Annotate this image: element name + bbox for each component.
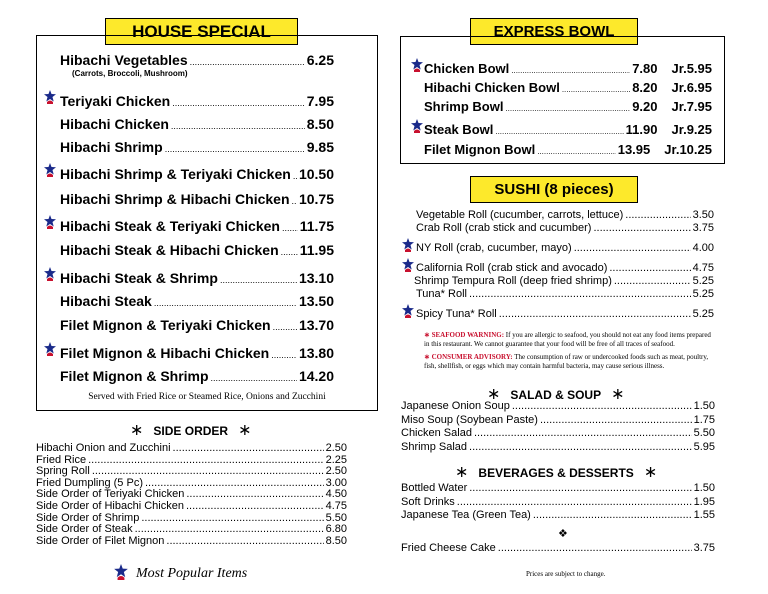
item-price: 1.55 bbox=[693, 509, 715, 521]
item-name: Crab Roll (crab stick and cucumber) bbox=[416, 222, 592, 234]
popular-star-icon bbox=[114, 564, 128, 580]
menu-item bbox=[416, 308, 714, 320]
item-name: Japanese Onion Soup bbox=[401, 400, 510, 412]
leader-dots bbox=[135, 523, 324, 535]
leader-dots bbox=[172, 98, 305, 108]
popular-star-icon bbox=[44, 267, 56, 281]
house-special-title: HOUSE SPECIAL bbox=[132, 22, 271, 41]
leader-dots bbox=[186, 488, 323, 500]
item-name: Hibachi Steak & Teriyaki Chicken bbox=[60, 218, 280, 234]
item-price: 3.00 bbox=[325, 476, 347, 489]
item-price: 14.20 bbox=[298, 368, 334, 384]
leader-dots bbox=[614, 275, 691, 287]
menu-item bbox=[36, 523, 347, 535]
item-name: Filet Mignon & Teriyaki Chicken bbox=[60, 317, 271, 333]
menu-item bbox=[424, 142, 712, 157]
menu-item bbox=[60, 270, 334, 286]
leader-dots bbox=[141, 512, 323, 524]
popular-star-icon bbox=[402, 238, 414, 252]
leader-dots bbox=[293, 171, 297, 181]
popular-star-icon bbox=[44, 163, 56, 177]
item-price: 9.20 bbox=[632, 99, 658, 114]
leader-dots bbox=[211, 373, 297, 383]
leader-dots bbox=[154, 298, 297, 308]
menu-item bbox=[60, 293, 334, 309]
item-name: Japanese Tea (Green Tea) bbox=[401, 509, 531, 521]
menu-item bbox=[416, 288, 714, 300]
item-price: 1.50 bbox=[693, 400, 715, 412]
menu-item bbox=[416, 222, 714, 234]
item-price: 2.50 bbox=[325, 442, 347, 454]
item-name: Spicy Tuna* Roll bbox=[416, 308, 497, 320]
item-price: 8.50 bbox=[325, 534, 347, 547]
beverages-title: ∗ BEVERAGES & DESSERTS ∗ bbox=[455, 464, 658, 481]
item-name: Side Order of Hibachi Chicken bbox=[36, 500, 184, 512]
item-name: Filet Mignon Bowl bbox=[424, 142, 536, 157]
leader-dots bbox=[499, 308, 691, 320]
item-description: (Carrots, Broccoli, Mushroom) bbox=[72, 69, 188, 78]
menu-item bbox=[401, 441, 715, 453]
menu-item bbox=[424, 122, 712, 137]
item-price: 6.80 bbox=[325, 523, 347, 536]
leader-dots bbox=[92, 465, 324, 477]
item-price: 4.75 bbox=[325, 500, 347, 512]
diamond-divider-icon: ❖ bbox=[558, 528, 568, 540]
item-price: 1.50 bbox=[693, 482, 715, 494]
item-name: Side Order of Shrimp bbox=[36, 511, 140, 524]
item-price: 13.95 bbox=[617, 142, 651, 157]
leader-dots bbox=[474, 427, 692, 439]
leader-dots bbox=[292, 196, 297, 206]
menu-item bbox=[60, 52, 334, 68]
item-name: Hibachi Shrimp & Teriyaki Chicken bbox=[60, 166, 291, 182]
popular-star-icon bbox=[44, 215, 56, 229]
item-price: 1.95 bbox=[693, 495, 715, 508]
menu-item bbox=[36, 465, 347, 477]
item-price: 5.25 bbox=[692, 288, 714, 300]
item-name: Steak Bowl bbox=[424, 122, 494, 137]
jr-price: 5.95 bbox=[686, 61, 712, 76]
menu-item bbox=[424, 61, 712, 76]
leader-dots bbox=[469, 288, 691, 300]
item-name: Hibachi Vegetables bbox=[60, 52, 188, 68]
jr-price: 9.25 bbox=[686, 122, 712, 137]
leader-dots bbox=[457, 496, 692, 508]
jr-price: 10.25 bbox=[679, 142, 712, 157]
leader-dots bbox=[505, 104, 630, 113]
leader-dots bbox=[173, 442, 324, 454]
item-price: 2.50 bbox=[325, 465, 347, 478]
menu-item bbox=[36, 477, 347, 489]
menu-item bbox=[36, 454, 347, 466]
item-name: Hibachi Chicken bbox=[60, 116, 169, 132]
menu-item bbox=[60, 116, 334, 132]
item-name: Shrimp Tempura Roll (deep fried shrimp) bbox=[414, 275, 612, 287]
menu-item bbox=[36, 488, 347, 500]
leader-dots bbox=[609, 262, 690, 274]
menu-item bbox=[36, 500, 347, 512]
leader-dots bbox=[540, 414, 692, 426]
side-order-title: ∗ SIDE ORDER ∗ bbox=[130, 422, 252, 439]
item-price: 3.50 bbox=[692, 209, 714, 221]
jr-label: Jr. bbox=[664, 142, 680, 157]
item-price: 13.80 bbox=[298, 345, 334, 361]
item-name: Hibachi Steak bbox=[60, 293, 152, 309]
popular-star-icon bbox=[411, 119, 423, 133]
item-name: Hibachi Steak & Shrimp bbox=[60, 270, 218, 286]
menu-item bbox=[401, 482, 715, 494]
leader-dots bbox=[537, 147, 616, 156]
leader-dots bbox=[495, 127, 623, 136]
item-name: Vegetable Roll (cucumber, carrots, lettuce) bbox=[416, 209, 624, 221]
item-name: Teriyaki Chicken bbox=[60, 93, 171, 109]
item-name: Soft Drinks bbox=[401, 495, 455, 508]
item-price: 11.95 bbox=[299, 242, 334, 258]
legend-text: Most Popular Items bbox=[136, 566, 248, 581]
item-name: Hibachi Chicken Bowl bbox=[424, 80, 560, 95]
leader-dots bbox=[282, 223, 298, 233]
menu-item bbox=[60, 317, 334, 333]
item-name: Tuna* Roll bbox=[416, 288, 467, 300]
menu-item bbox=[401, 496, 715, 508]
item-price: 10.50 bbox=[298, 166, 334, 182]
jr-price: 7.95 bbox=[686, 99, 712, 114]
menu-item bbox=[36, 442, 347, 454]
menu-item bbox=[60, 191, 334, 207]
item-price: 11.90 bbox=[625, 122, 658, 137]
item-name: Hibachi Onion and Zucchini bbox=[36, 442, 171, 454]
item-name: Fried Dumpling (5 Pc) bbox=[36, 476, 143, 489]
sushi-title: SUSHI (8 pieces) bbox=[494, 181, 614, 198]
item-name: Side Order of Steak bbox=[36, 523, 133, 536]
item-price: 8.50 bbox=[306, 116, 334, 132]
leader-dots bbox=[271, 350, 297, 360]
menu-item bbox=[416, 209, 714, 221]
advisory-asterisk-icon: ∗ bbox=[424, 353, 430, 361]
item-price: 7.95 bbox=[306, 93, 334, 109]
consumer-advisory: ∗ CONSUMER ADVISORY: The consumption of raw or undercooked foods such as meat, poultry, fish, shellfish, or eggs which may contain harmful bacteria, may cause serious illness. bbox=[424, 353, 709, 370]
menu-item bbox=[60, 139, 334, 155]
leader-dots bbox=[166, 535, 323, 547]
leader-dots bbox=[562, 85, 630, 94]
item-name: Filet Mignon & Hibachi Chicken bbox=[60, 345, 270, 361]
leader-dots bbox=[511, 66, 630, 75]
jr-label: Jr. bbox=[671, 99, 687, 114]
item-name: Bottled Water bbox=[401, 482, 468, 494]
item-price: 10.75 bbox=[298, 191, 334, 207]
menu-item bbox=[401, 414, 715, 426]
item-name: Spring Roll bbox=[36, 465, 90, 478]
leader-dots bbox=[625, 209, 690, 221]
item-price: 13.10 bbox=[298, 270, 334, 286]
leader-dots bbox=[190, 57, 305, 67]
item-price: 2.25 bbox=[325, 453, 347, 466]
prices-note: Prices are subject to change. bbox=[526, 570, 606, 578]
leader-dots bbox=[186, 500, 324, 512]
leader-dots bbox=[469, 482, 691, 494]
item-name: NY Roll (crab, cucumber, mayo) bbox=[416, 242, 572, 254]
item-price: 4.50 bbox=[325, 488, 347, 501]
jr-label: Jr. bbox=[671, 122, 687, 137]
leader-dots bbox=[88, 454, 323, 466]
menu-item bbox=[424, 99, 712, 114]
leader-dots bbox=[533, 509, 692, 521]
item-name: California Roll (crab stick and avocado) bbox=[416, 262, 608, 274]
leader-dots bbox=[220, 275, 297, 285]
item-price: 5.50 bbox=[693, 427, 715, 439]
menu-item bbox=[416, 262, 714, 274]
item-price: 5.25 bbox=[692, 308, 714, 320]
menu-item bbox=[36, 535, 347, 547]
menu-item bbox=[60, 93, 334, 109]
jr-label: Jr. bbox=[671, 61, 687, 76]
item-price: 1.75 bbox=[693, 413, 715, 426]
item-price: 8.20 bbox=[632, 80, 658, 95]
item-price: 4.00 bbox=[692, 242, 714, 254]
leader-dots bbox=[512, 400, 692, 412]
item-price: 4.75 bbox=[692, 262, 714, 274]
leader-dots bbox=[165, 144, 305, 154]
leader-dots bbox=[469, 441, 692, 453]
menu-item bbox=[60, 242, 334, 258]
item-name: Shrimp Salad bbox=[401, 440, 468, 453]
item-price: 5.50 bbox=[325, 511, 347, 524]
item-name: Chicken Salad bbox=[401, 427, 472, 439]
leader-dots bbox=[145, 477, 324, 489]
popular-star-icon bbox=[44, 342, 56, 356]
menu-item bbox=[401, 400, 715, 412]
salad-soup-title: ∗ SALAD & SOUP ∗ bbox=[487, 386, 625, 403]
leader-dots bbox=[574, 242, 691, 254]
item-name: Miso Soup (Soybean Paste) bbox=[401, 413, 538, 426]
leader-dots bbox=[273, 322, 297, 332]
menu-item bbox=[424, 80, 712, 95]
house-special-footer: Served with Fried Rice or Steamed Rice, Onions and Zucchini bbox=[88, 392, 326, 402]
menu-item bbox=[401, 509, 715, 521]
item-name: Hibachi Shrimp & Hibachi Chicken bbox=[60, 191, 290, 207]
menu-item bbox=[60, 166, 334, 182]
item-name: Filet Mignon & Shrimp bbox=[60, 368, 209, 384]
popular-star-icon bbox=[402, 258, 414, 272]
popular-star-icon bbox=[402, 304, 414, 318]
item-price: 13.50 bbox=[298, 293, 334, 309]
item-price: 7.80 bbox=[632, 61, 658, 76]
menu-item-fried-cheese-cake: Fried Cheese Cake ..... 3.75 bbox=[401, 542, 715, 554]
popular-star-icon bbox=[44, 90, 56, 104]
warning-asterisk-icon: ∗ bbox=[424, 331, 430, 339]
leader-dots bbox=[593, 222, 690, 234]
menu-item bbox=[401, 427, 715, 439]
sushi-header bbox=[470, 176, 638, 203]
item-name: Side Order of Filet Mignon bbox=[36, 534, 165, 547]
item-name: Fried Rice bbox=[36, 453, 87, 466]
jr-label: Jr. bbox=[671, 80, 687, 95]
express-bowl-title: EXPRESS BOWL bbox=[493, 23, 615, 40]
menu-item bbox=[60, 345, 334, 361]
menu-item bbox=[414, 275, 714, 287]
item-name: Hibachi Steak & Hibachi Chicken bbox=[60, 242, 279, 258]
leader-dots bbox=[281, 247, 298, 257]
seafood-warning: ∗ SEAFOOD WARNING: If you are allergic to seafood, you should not eat any food items prepared in this restaurant. We cannot guarantee that your food will be free of all traces of seafood. bbox=[424, 331, 711, 348]
item-name: Hibachi Shrimp bbox=[60, 139, 163, 155]
item-name: Shrimp Bowl bbox=[424, 99, 504, 114]
item-name: Side Order of Teriyaki Chicken bbox=[36, 488, 185, 501]
jr-price: 6.95 bbox=[686, 80, 712, 95]
menu-item bbox=[60, 218, 334, 234]
item-price: 5.25 bbox=[692, 275, 714, 287]
item-price: 9.85 bbox=[306, 139, 334, 155]
popular-star-icon bbox=[411, 58, 423, 72]
item-price: 6.25 bbox=[306, 52, 334, 68]
menu-item bbox=[416, 242, 714, 254]
item-name: Chicken Bowl bbox=[424, 61, 510, 76]
item-price: 3.75 bbox=[692, 222, 714, 234]
menu-item bbox=[36, 512, 347, 524]
leader-dots bbox=[171, 121, 305, 131]
item-price: 11.75 bbox=[299, 218, 334, 234]
menu-item bbox=[60, 368, 334, 384]
item-price: 5.95 bbox=[693, 440, 715, 453]
item-price: 13.70 bbox=[298, 317, 334, 333]
